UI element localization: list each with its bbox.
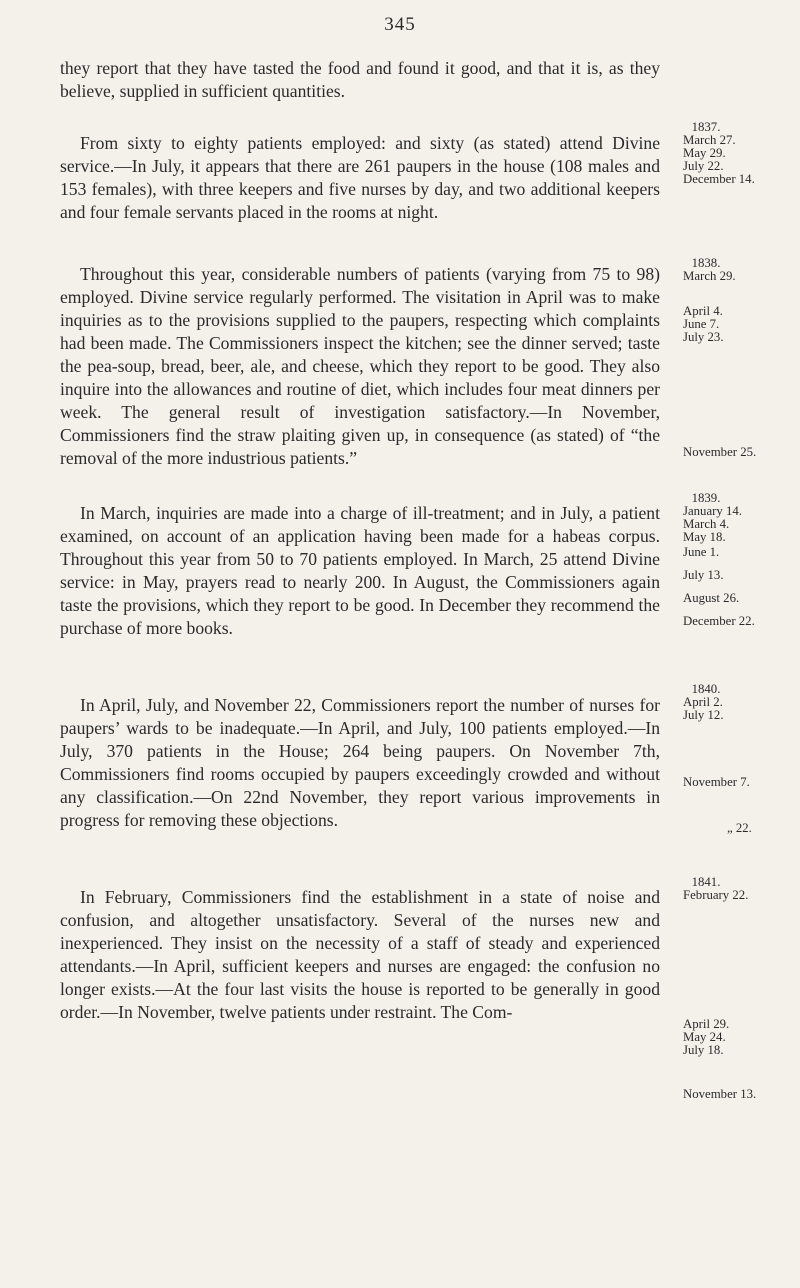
margin-date: July 23. — [683, 330, 724, 344]
margin-date: March 4. — [683, 517, 730, 531]
margin-date: March 29. — [683, 269, 736, 283]
margin-date: July 18. — [683, 1043, 724, 1057]
margin-date: May 24. — [683, 1030, 726, 1044]
margin-date: February 22. — [683, 888, 749, 902]
margin-year: 1837. — [691, 120, 721, 134]
margin-date: July 22. — [683, 159, 724, 173]
margin-block-1839 — [683, 492, 800, 544]
page-number: 345 — [384, 14, 416, 35]
margin-block-1838b — [683, 305, 800, 344]
margin-date: May 18. — [683, 530, 726, 544]
margin-block-1841 — [683, 876, 800, 902]
paragraph-1839: In March, inquiries are made into a charge of ill-treatment; and in July, a patient examined, on account of an application having been made for a habeas corpus. Throughout this year from 50 to 70 patients employed. In March, 25 attend Divine service: in May, prayers read to nearly 200. In August, the Commissioners again taste the provisions, which they report to be good. In December they recommend the purchase of more books. — [60, 503, 660, 638]
margin-block-1840 — [683, 683, 800, 722]
paragraph-1837: From sixty to eighty patients employed: and sixty (as stated) attend Divine service.—In July, it appears that there are 261 paupers in the house (108 males and 153 females), with three keepers and five nurses by day, and two additional keepers and four female servants placed in the rooms at night. — [60, 133, 660, 222]
margin-year: 1839. — [691, 491, 721, 505]
paragraph-continuation: they report that they have tasted the food and found it good, and that it is, as they believe, supplied in sufficient quantities. — [60, 58, 660, 101]
margin-date: August 26. — [683, 591, 740, 605]
margin-date: November 13. — [683, 1087, 757, 1101]
margin-date: January 14. — [683, 504, 742, 518]
margin-date: November 25. — [683, 445, 757, 459]
margin-date: „ 22. — [727, 821, 752, 835]
margin-date: April 4. — [683, 304, 723, 318]
margin-year: 1841. — [691, 875, 721, 889]
margin-year: 1840. — [691, 682, 721, 696]
margin-date: December 22. — [683, 614, 755, 628]
margin-date: July 13. — [683, 568, 724, 582]
margin-block-1841b — [683, 1018, 800, 1057]
margin-block-1837 — [683, 121, 800, 186]
margin-date: November 7. — [683, 775, 750, 789]
margin-date: April 2. — [683, 695, 723, 709]
paragraph-1841: In February, Commissioners find the establishment in a state of noise and confusion, and altogether unsatisfactory. Several of the nurses new and inexperienced. They insist on the necessity of a staff of steady and experienced attendants.—In April, sufficient keepers and nurses are engaged: the confusion no longer exists.—At the four last visits the house is reported to be generally in good order.—In November, twelve patients under restraint. The Com- — [60, 887, 660, 1022]
margin-date: June 7. — [683, 317, 720, 331]
margin-date: June 1. — [683, 545, 720, 559]
margin-date: March 27. — [683, 133, 736, 147]
margin-year: 1838. — [691, 256, 721, 270]
margin-date: December 14. — [683, 172, 755, 186]
margin-block-1838 — [683, 257, 800, 283]
paragraph-1840: In April, July, and November 22, Commissioners report the number of nurses for paupers’ wards to be inadequate.—In April, and July, 100 patients employed.—In July, 370 patients in the House; 264 being paupers. On November 7th, Commissioners find rooms occupied by paupers exceedingly crowded and without any classification.—On 22nd November, they report various improvements in progress for removing these objections. — [60, 695, 660, 830]
margin-date: April 29. — [683, 1017, 730, 1031]
paragraph-1838: Throughout this year, considerable numbers of patients (varying from 75 to 98) employed. Divine service regularly performed. The visitation in April was to make inquiries as to the provisions supplied to the paupers, respecting which complaints had been made. The Commissioners inspect the kitchen; see the dinner served; taste the pea-soup, bread, beer, ale, and cheese, which they report to be good. They also inquire into the allowances and routine of diet, which includes four meat dinners per week. The general result of investigation satisfactory.—In November, Commissioners find the straw plaiting given up, in consequence (as stated) of “the removal of the more industrious patients.” — [60, 264, 660, 468]
margin-date: July 12. — [683, 708, 724, 722]
margin-date: May 29. — [683, 146, 726, 160]
